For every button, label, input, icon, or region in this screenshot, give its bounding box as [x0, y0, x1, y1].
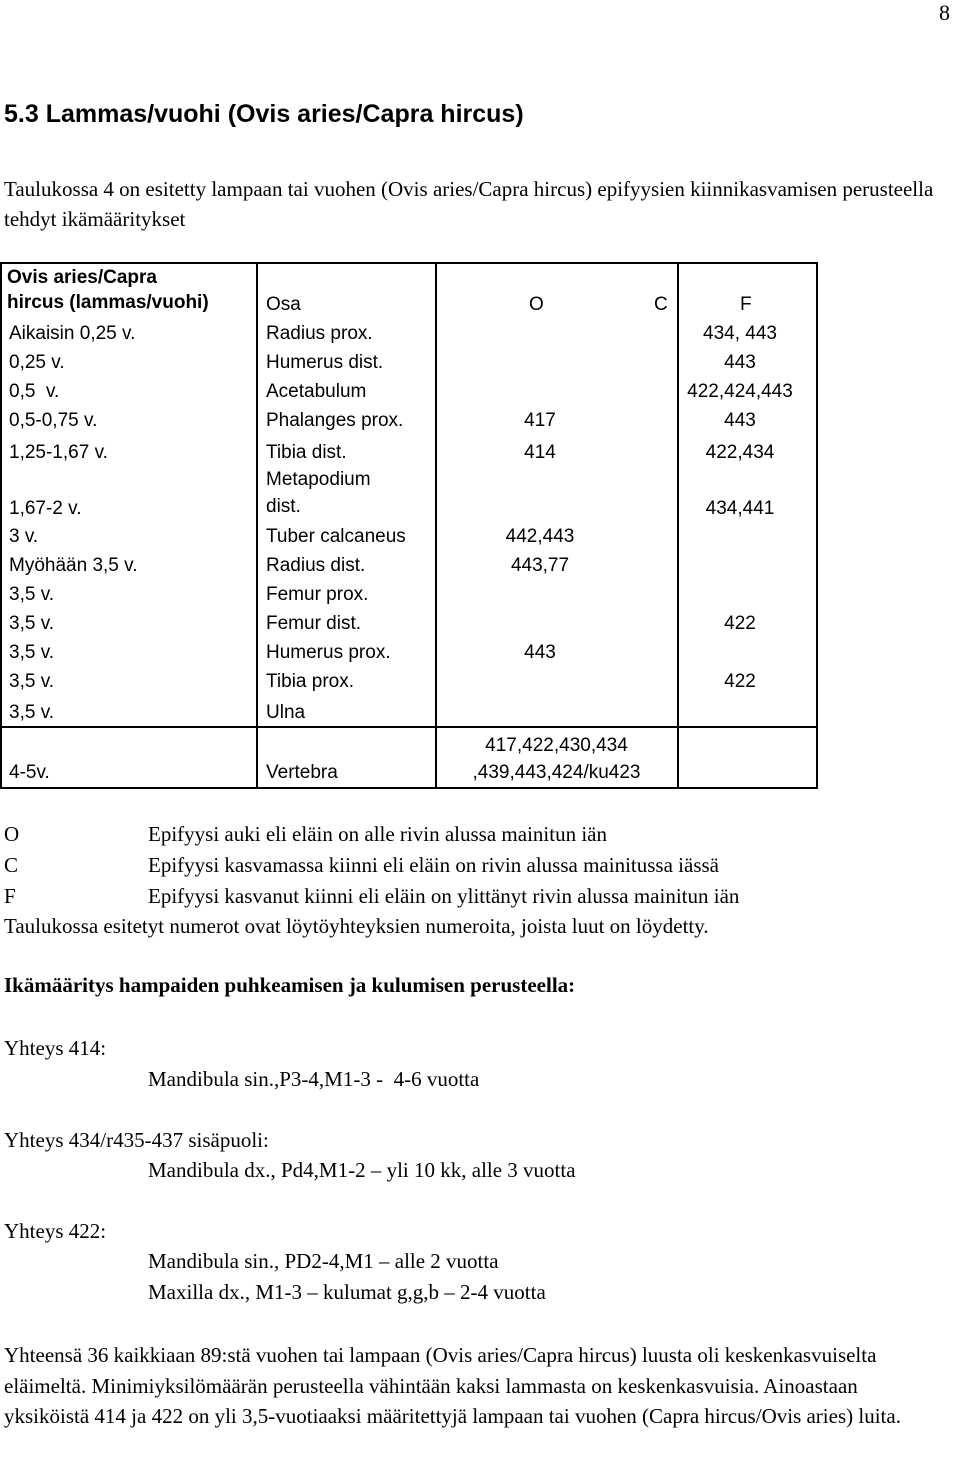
section-heading: 5.3 Lammas/vuohi (Ovis aries/Capra hircus) — [4, 100, 524, 128]
row-f: 422,434 — [705, 442, 775, 463]
summary-paragraph: Yhteensä 36 kaikkiaan 89:stä vuohen tai lampaan (Ovis aries/Capra hircus) luusta oli keskenkasvuiselta eläimeltä. Minimiyksilömäärän perusteella vähintään kaksi lammasta on keskenkasvuisia. Ainoastaan yksiköistä 414 ja 422 on yli 3,5-vuotiaaksi määritettyjä lampaan tai vuohen (Capra hircus/Ovis aries) luita. — [4, 1343, 901, 1428]
row-part: Vertebra — [266, 762, 338, 783]
connection-line: Maxilla dx., M1-3 – kulumat g,g,b – 2-4 vuotta — [148, 1280, 546, 1304]
row-part: Ulna — [266, 702, 306, 723]
connection-title: Yhteys 414: — [4, 1036, 107, 1060]
row-part: Radius dist. — [266, 555, 366, 576]
row-age: 3,5 v. — [9, 584, 55, 605]
row-f: 443 — [724, 410, 756, 431]
row-part: Femur prox. — [266, 584, 369, 605]
row-f: 422 — [724, 613, 756, 634]
intro-paragraph: Taulukossa 4 on esitetty lampaan tai vuohen (Ovis aries/Capra hircus) epifyysien kiinnikasvamisen perusteella tehdyt ikämääritykset — [4, 177, 934, 231]
row-part: Humerus prox. — [266, 642, 391, 663]
row-age: 4-5v. — [9, 762, 50, 783]
row-age: 1,67-2 v. — [9, 498, 82, 519]
row-age: 0,5-0,75 v. — [9, 410, 98, 431]
connection-line: Mandibula sin., PD2-4,M1 – alle 2 vuotta — [148, 1249, 499, 1273]
row-part: Radius prox. — [266, 323, 373, 344]
row-age: 3,5 v. — [9, 702, 55, 723]
row-o: 443 — [524, 642, 556, 663]
row-age: 0,25 v. — [9, 352, 65, 373]
row-age: 3,5 v. — [9, 613, 55, 634]
sub-heading: Ikämääritys hampaiden puhkeamisen ja kulumisen perusteella: — [4, 973, 576, 997]
row-o-line2: ,439,443,424/ku423 — [472, 762, 641, 783]
row-part: Phalanges prox. — [266, 410, 404, 431]
row-f: 422,424,443 — [687, 381, 793, 402]
row-age: Myöhään 3,5 v. — [9, 555, 138, 576]
row-f: 434,441 — [705, 498, 775, 519]
row-part-line1: Metapodium — [266, 469, 371, 490]
legend-key: C — [4, 853, 19, 877]
row-part: Humerus dist. — [266, 352, 384, 373]
table-note: Taulukossa esitetyt numerot ovat löytöyhteyksien numeroita, joista luut on löydetty. — [4, 914, 709, 938]
connection-line: Mandibula sin.,P3-4,M1-3 - 4-6 vuotta — [148, 1067, 480, 1091]
row-age: 3,5 v. — [9, 642, 55, 663]
header-f: F — [740, 294, 752, 315]
row-o-line1: 417,422,430,434 — [485, 735, 628, 756]
header-age-line2: hircus (lammas/vuohi) — [7, 292, 209, 313]
row-part-line2: dist. — [266, 496, 301, 517]
legend-text: Epifyysi kasvanut kiinni eli eläin on ylittänyt rivin alussa mainitun iän — [148, 884, 740, 908]
row-f: 434, 443 — [703, 323, 777, 344]
row-part: Femur dist. — [266, 613, 362, 634]
row-f: 422 — [724, 671, 756, 692]
row-o: 414 — [524, 442, 556, 463]
row-part: Tibia prox. — [266, 671, 354, 692]
row-part: Tibia dist. — [266, 442, 347, 463]
row-age: 3,5 v. — [9, 671, 55, 692]
row-f: 443 — [724, 352, 756, 373]
header-c: C — [654, 294, 668, 315]
row-o: 443,77 — [510, 555, 570, 576]
row-part: Acetabulum — [266, 381, 367, 402]
header-age-line1: Ovis aries/Capra — [7, 267, 157, 288]
row-o: 417 — [524, 410, 556, 431]
legend-key: F — [4, 884, 16, 908]
legend-key: O — [4, 822, 20, 846]
row-part: Tuber calcaneus — [266, 526, 406, 547]
age-determination-table — [0, 262, 818, 789]
connection-line: Mandibula dx., Pd4,M1-2 – yli 10 kk, alle 3 vuotta — [148, 1158, 576, 1182]
legend-text: Epifyysi kasvamassa kiinni eli eläin on rivin alussa mainitussa iässä — [148, 853, 719, 877]
row-age: Aikaisin 0,25 v. — [9, 323, 136, 344]
connection-title: Yhteys 422: — [4, 1219, 107, 1243]
row-age: 3 v. — [9, 526, 39, 547]
row-o: 442,443 — [505, 526, 575, 547]
page-number: 8 — [939, 0, 950, 25]
connection-title: Yhteys 434/r435-437 sisäpuoli: — [4, 1128, 269, 1152]
header-o: O — [529, 294, 544, 315]
legend-text: Epifyysi auki eli eläin on alle rivin alussa mainitun iän — [148, 822, 607, 846]
row-age: 1,25-1,67 v. — [9, 442, 108, 463]
header-part: Osa — [266, 294, 301, 315]
row-age: 0,5 v. — [9, 381, 60, 402]
